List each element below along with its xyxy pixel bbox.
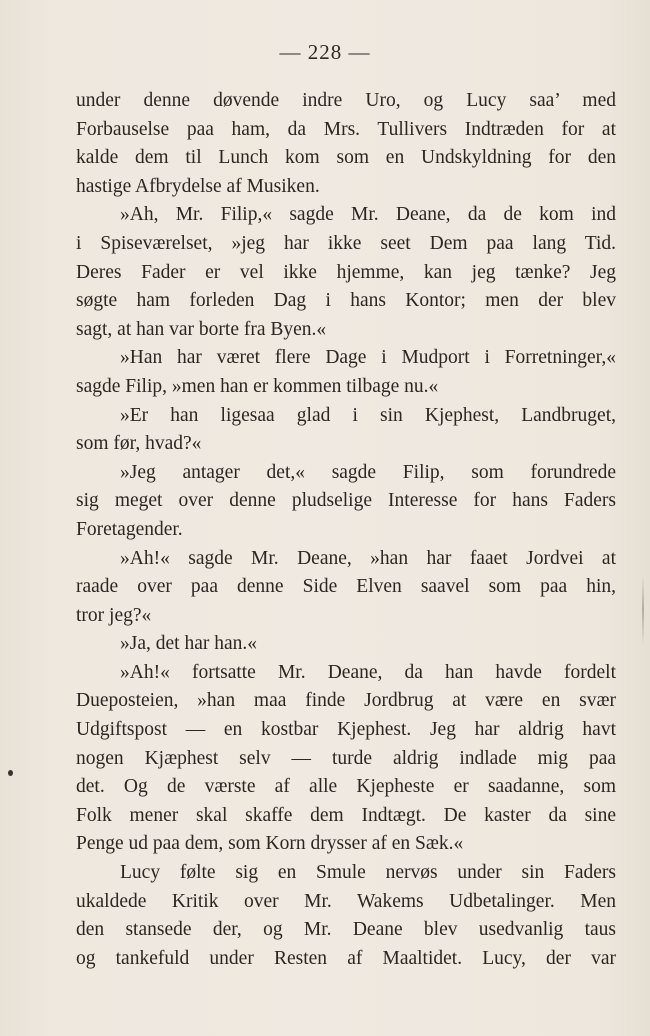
text-line: Deres Fader er vel ikke hjemme, kan jeg tænke? Jeg	[76, 261, 616, 283]
text-line: »Ah!« fortsatte Mr. Deane, da han havde fordelt	[120, 661, 616, 683]
text-line: søgte ham forleden Dag i hans Kontor; men der blev	[76, 290, 616, 312]
text-line: sig meget over denne pludselige Interesse for hans Faders	[76, 490, 616, 512]
text-line: den stansede der, og Mr. Deane blev usedvanlig taus	[76, 919, 616, 941]
text-line: og tankefuld under Resten af Maaltidet. Lucy, der var	[76, 947, 616, 969]
text-line: sagde Filip, »men han er kommen tilbage nu.«	[76, 375, 439, 397]
text-line: nogen Kjæphest selv — turde aldrig indlade mig paa	[76, 747, 616, 769]
text-line: Penge ud paa dem, som Korn drysser af en Sæk.«	[76, 833, 464, 855]
text-line: »Ja, det har han.«	[120, 633, 257, 655]
body-text	[76, 87, 616, 973]
text-line: hastige Afbrydelse af Musiken.	[76, 175, 320, 197]
text-line: Lucy følte sig en Smule nervøs under sin Faders	[120, 862, 616, 884]
text-line: sagt, at han var borte fra Byen.«	[76, 318, 327, 340]
text-line: som før, hvad?«	[76, 433, 202, 455]
text-line: Foretagender.	[76, 518, 183, 540]
text-line: Forbauselse paa ham, da Mrs. Tullivers Indtræden for at	[76, 118, 616, 140]
page-edge-shadow	[642, 575, 644, 645]
text-line: »Han har været flere Dage i Mudport i Forretninger,«	[120, 347, 616, 369]
text-line: raade over paa denne Side Elven saavel som paa hin,	[76, 576, 616, 598]
text-line: kalde dem til Lunch kom som en Undskyldning for den	[76, 147, 616, 169]
text-line: i Spiseværelset, »jeg har ikke seet Dem paa lang Tid.	[76, 232, 616, 254]
text-line: ukaldede Kritik over Mr. Wakems Udbetalinger. Men	[76, 890, 616, 912]
text-line: »Er han ligesaa glad i sin Kjephest, Landbruget,	[120, 404, 616, 426]
text-line: under denne døvende indre Uro, og Lucy saa’ med	[76, 90, 616, 111]
page-number: — 228 —	[279, 40, 371, 64]
text-line: det. Og de værste af alle Kjepheste er saadanne, som	[76, 776, 616, 798]
ink-speck	[8, 770, 13, 776]
text-line: »Ah!« sagde Mr. Deane, »han har faaet Jordvei at	[120, 547, 616, 569]
text-line: Dueposteien, »han maa finde Jordbrug at være en svær	[76, 690, 616, 712]
text-line: Udgiftspost — en kostbar Kjephest. Jeg har aldrig havt	[76, 719, 616, 741]
text-line: »Jeg antager det,« sagde Filip, som forundrede	[120, 461, 616, 483]
text-line: »Ah, Mr. Filip,« sagde Mr. Deane, da de kom ind	[120, 204, 616, 226]
text-line: tror jeg?«	[76, 604, 152, 626]
text-line: Folk mener skal skaffe dem Indtægt. De kaster da sine	[76, 804, 616, 826]
